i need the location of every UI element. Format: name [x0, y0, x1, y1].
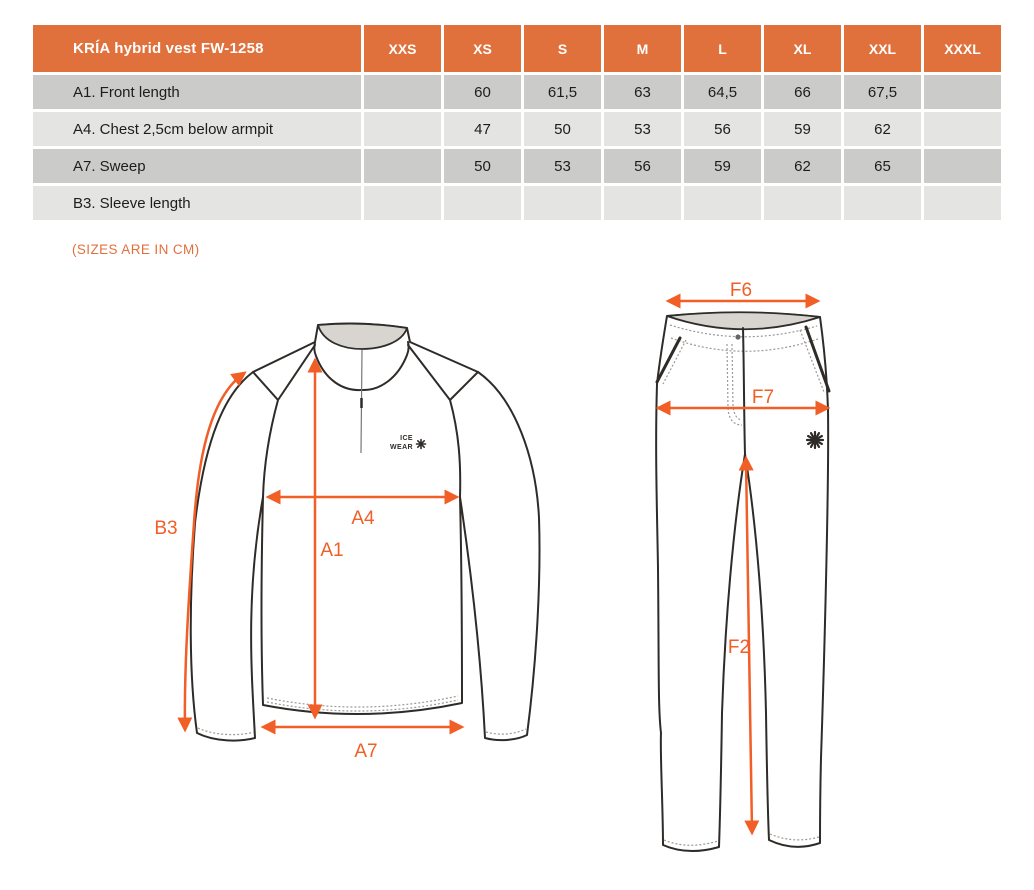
size-header-xxs: XXS: [364, 25, 441, 72]
size-value-cell: 56: [684, 112, 761, 146]
size-header-xxl: XXL: [844, 25, 921, 72]
size-value-cell: 59: [764, 112, 841, 146]
size-value-cell: [604, 186, 681, 220]
table-row: [33, 75, 1001, 109]
size-value-cell: 64,5: [684, 75, 761, 109]
waist-button: [735, 334, 740, 339]
size-header-xl: XL: [764, 25, 841, 72]
size-header-m: M: [604, 25, 681, 72]
table-header-row: [33, 25, 1001, 72]
size-value-cell: 53: [604, 112, 681, 146]
size-value-cell: 62: [764, 149, 841, 183]
sizes-unit-note: (SIZES ARE IN CM): [72, 242, 200, 257]
size-value-cell: [924, 186, 1001, 220]
size-value-cell: 47: [444, 112, 521, 146]
size-value-cell: [524, 186, 601, 220]
size-header-l: L: [684, 25, 761, 72]
size-value-cell: 59: [684, 149, 761, 183]
brand-logo-line1: ICE: [400, 435, 413, 442]
row-label: A1. Front length: [33, 75, 361, 109]
size-value-cell: [364, 112, 441, 146]
size-value-cell: 63: [604, 75, 681, 109]
size-value-cell: 60: [444, 75, 521, 109]
row-label: B3. Sleeve length: [33, 186, 361, 220]
size-value-cell: 62: [844, 112, 921, 146]
a1-label: A1: [320, 540, 344, 561]
size-value-cell: 50: [524, 112, 601, 146]
product-title: KRÍA hybrid vest FW-1258: [33, 25, 361, 72]
f2-label: F2: [727, 637, 751, 658]
table-row: [33, 149, 1001, 183]
size-value-cell: [684, 186, 761, 220]
size-value-cell: 50: [444, 149, 521, 183]
b3-label: B3: [154, 518, 178, 539]
pants-measurement-diagram: [630, 278, 1034, 890]
size-value-cell: 66: [764, 75, 841, 109]
size-value-cell: [364, 75, 441, 109]
size-value-cell: [364, 186, 441, 220]
size-header-xs: XS: [444, 25, 521, 72]
row-label: A4. Chest 2,5cm below armpit: [33, 112, 361, 146]
size-value-cell: [924, 112, 1001, 146]
size-value-cell: [844, 186, 921, 220]
size-value-cell: [364, 149, 441, 183]
a7-label: A7: [354, 741, 378, 762]
row-label: A7. Sweep: [33, 149, 361, 183]
size-header-s: S: [524, 25, 601, 72]
brand-logo-line2: WEAR: [390, 444, 413, 451]
vest-measurement-diagram: [145, 298, 575, 768]
f6-label: F6: [729, 280, 753, 301]
table-row: [33, 186, 1001, 220]
table-row: [33, 112, 1001, 146]
vest-outline: [191, 324, 540, 741]
size-table-body: [33, 75, 1001, 220]
size-value-cell: [444, 186, 521, 220]
size-value-cell: 56: [604, 149, 681, 183]
size-value-cell: [924, 149, 1001, 183]
f7-label: F7: [751, 387, 775, 408]
size-header-xxxl: XXXL: [924, 25, 1001, 72]
size-chart-table: [30, 22, 1004, 223]
size-value-cell: 67,5: [844, 75, 921, 109]
pants-outline: [656, 313, 828, 851]
size-value-cell: [924, 75, 1001, 109]
size-value-cell: 53: [524, 149, 601, 183]
a4-label: A4: [351, 508, 375, 529]
brand-snowflake-icon: [417, 440, 426, 449]
size-value-cell: 65: [844, 149, 921, 183]
size-value-cell: 61,5: [524, 75, 601, 109]
size-value-cell: [764, 186, 841, 220]
